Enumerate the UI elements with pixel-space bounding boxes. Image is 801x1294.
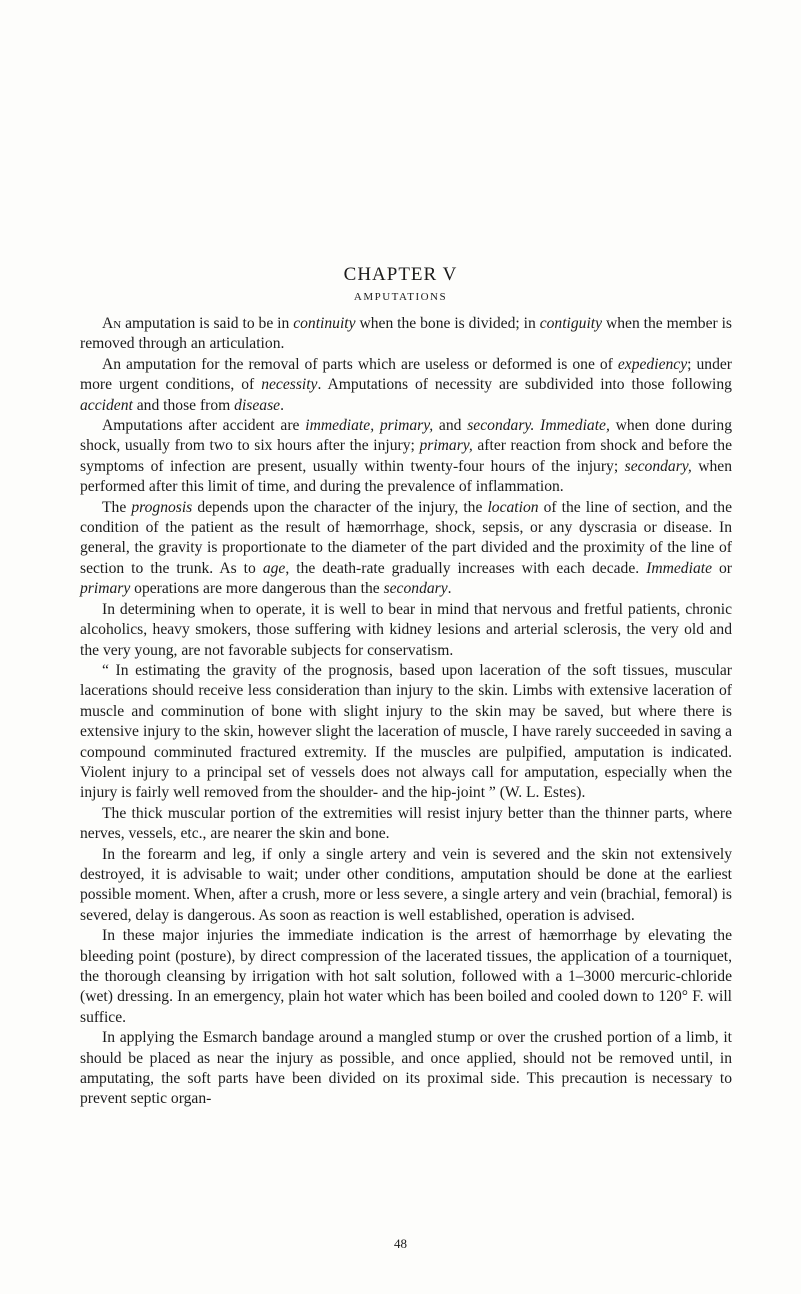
text-run: when the member is removed through an articulation. bbox=[80, 315, 732, 353]
italic-term: Immediate bbox=[646, 559, 712, 577]
text-run: . bbox=[280, 396, 284, 414]
text-run: . bbox=[447, 580, 452, 598]
paragraph bbox=[80, 1028, 732, 1110]
text-run: The thick muscular portion of the extremities will resist injury better than the thinner parts, where nerves, vessels, etc., are nearer the skin and bone. bbox=[80, 804, 732, 843]
italic-term: immediate, primary, bbox=[305, 417, 434, 435]
text-run: The bbox=[102, 498, 132, 516]
text-run: and bbox=[433, 417, 468, 435]
text-run: “ In estimating the gravity of the prognosis, based upon laceration of the soft tissues, muscular lacerations should receive less consideration than injury to the skin. Limbs with extensive laceration of muscle and comminution of bone with slight injury to the skin may be saved, but where there is extensive injury to the skin, however slight the laceration of muscle, I have rarely succeeded in saving a compound comminuted fractured extremity. If the muscles are pulpified, amputation is indicated. Violent injury to a principal set of vessels does not always call for amputation, especially when the injury is fairly well removed from the shoulder- and the hip-joint ” (W. L. Estes). bbox=[80, 661, 732, 802]
text-run: after reaction from shock and before the symptoms of infection are present, usually within twenty-four hours of the injury; bbox=[80, 437, 732, 475]
text-run: or bbox=[712, 559, 732, 577]
text-run: In applying the Esmarch bandage around a mangled stump or over the crushed portion of a limb, it should be placed as near the injury as possible, and once applied, should not be removed until, in amputating, the soft parts have been divided on its proximal side. This precaution is necessary to prevent septic organ- bbox=[80, 1029, 732, 1108]
paragraph bbox=[80, 498, 732, 600]
section-title: AMPUTATIONS bbox=[353, 291, 448, 303]
paragraph bbox=[80, 926, 732, 1028]
text-run: ; under more urgent conditions, of bbox=[80, 355, 732, 394]
italic-term: continuity bbox=[293, 315, 356, 332]
italic-term: age bbox=[262, 559, 286, 577]
small-caps-lead: An bbox=[102, 315, 122, 332]
italic-term: prognosis bbox=[131, 498, 193, 516]
text-run: , the death-rate gradually increases with each decade. bbox=[285, 559, 647, 577]
text-run: of the line of section, and the condition of the patient as the result of hæmorrhage, shock, sepsis, or any dyscrasia or disease. In general, the gravity is proportionate to the diameter of the part divided and the proximity of the line of section to the trunk. As to bbox=[80, 498, 732, 577]
paragraph bbox=[80, 600, 732, 661]
text-run: In determining when to operate, it is well to bear in mind that nervous and fretful patients, chronic alcoholics, heavy smokers, those suffering with kidney lesions and arterial sclerosis, the very old and the very young, are not favorable subjects for conservatism. bbox=[80, 600, 732, 659]
text-run: Amputations after accident are bbox=[102, 417, 306, 435]
text-run: and those from bbox=[132, 396, 235, 414]
text-run: when the bone is divided; in bbox=[355, 315, 540, 332]
body-text bbox=[80, 314, 732, 1110]
text-run: An amputation for the removal of parts which are useless or deformed is one of bbox=[102, 355, 618, 373]
text-run: In the forearm and leg, if only a single artery and vein is severed and the skin not extensively destroyed, it is advisable to wait; under other conditions, amputation should be done at the earliest possible moment. When, after a crush, more or less severe, a single artery and vein (brachial, femoral) is severed, delay is dangerous. As soon as reaction is well established, operation is advised. bbox=[80, 845, 732, 924]
italic-term: secondary bbox=[383, 580, 448, 598]
italic-term: necessity bbox=[261, 376, 318, 394]
text-run: depends upon the character of the injury, the bbox=[192, 498, 488, 516]
paragraph bbox=[80, 416, 732, 498]
italic-term: secondary. Immediate, bbox=[467, 417, 610, 435]
paragraph bbox=[80, 661, 732, 804]
italic-term: disease bbox=[234, 396, 281, 414]
italic-term: primary bbox=[80, 580, 131, 598]
paragraph bbox=[80, 845, 732, 927]
text-run: when performed after this limit of time, and during the prevalence of inflammation. bbox=[80, 457, 732, 496]
paragraph bbox=[80, 355, 732, 416]
italic-term: primary, bbox=[419, 437, 473, 455]
chapter-title: CHAPTER V bbox=[343, 264, 458, 285]
italic-term: accident bbox=[80, 396, 133, 414]
italic-term: expediency bbox=[617, 355, 688, 373]
text-run: amputation is said to be in bbox=[121, 315, 294, 332]
italic-term: location bbox=[487, 498, 539, 516]
italic-term: secondary, bbox=[624, 457, 692, 475]
paragraph bbox=[80, 804, 732, 845]
paragraph bbox=[80, 314, 732, 355]
text-run: In these major injuries the immediate indication is the arrest of hæmorrhage by elevating the bleeding point (posture), by direct compression of the lacerated tissues, the application of a tourniquet, the thorough cleansing by irrigation with hot salt solution, followed with a 1–3000 mercuric-chloride (wet) dressing. In an emergency, plain hot water which has been boiled and cooled down to 120° F. will suffice. bbox=[80, 927, 732, 1026]
italic-term: contiguity bbox=[539, 315, 603, 332]
text-run: operations are more dangerous than the bbox=[130, 580, 384, 598]
page-number: 48 bbox=[394, 1236, 407, 1251]
text-run: when done during shock, usually from two to six hours after the injury; bbox=[80, 417, 732, 455]
text-run: . Amputations of necessity are subdivided into those following bbox=[317, 376, 732, 394]
